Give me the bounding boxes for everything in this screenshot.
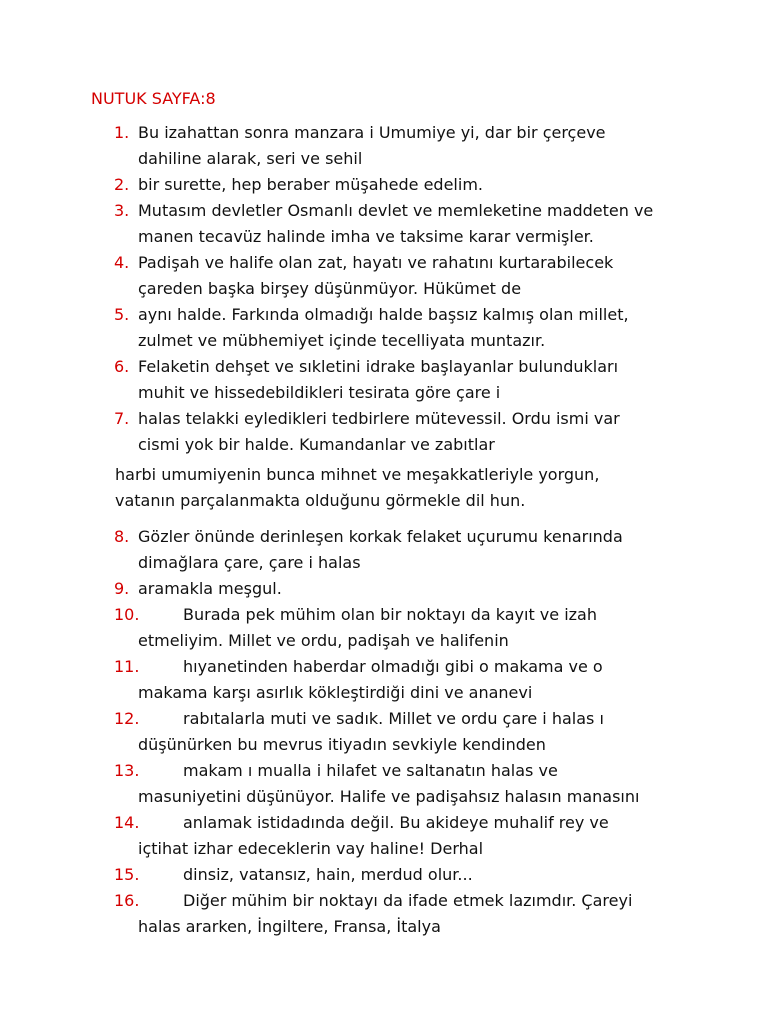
list-item-line: makama karşı asırlık kökleştirdiği dini ve ananevi [138,683,533,702]
list-item-line: Diğer mühim bir noktayı da ifade etmek lazımdır. Çareyi [183,891,633,910]
list-item-line: içtihat izhar edeceklerin vay haline! Derhal [138,839,484,858]
list-item-number: 15. [114,865,140,884]
list-item-line: masuniyetini düşünüyor. Halife ve padişahsız halasın manasını [138,787,640,806]
list-item-number: 4. [114,253,130,272]
list-item [0,354,768,406]
list-item [0,120,768,172]
list-item-line: dimağlara çare, çare i halas [138,553,361,572]
list-item-number: 11. [114,657,140,676]
list-item-line: hıyanetinden haberdar olmadığı gibi o makama ve o [183,657,603,676]
body-paragraph [115,462,705,514]
list-item-line: manen tecavüz halinde imha ve taksime karar vermişler. [138,227,594,246]
list-item [0,302,768,354]
list-item [0,172,768,198]
list-item-number: 12. [114,709,140,728]
list-item [0,602,768,654]
list-item [0,654,768,706]
list-item [0,198,768,250]
numbered-list-first [0,120,768,458]
list-item [0,862,768,888]
list-item [0,810,768,862]
list-item-text [138,302,698,354]
list-item [0,888,768,940]
list-item-line: halas ararken, İngiltere, Fransa, İtalya [138,917,441,936]
list-item-text [138,406,698,458]
list-item-text [138,172,698,198]
list-item-line: makam ı mualla i hilafet ve saltanatın halas ve [183,761,558,780]
list-item-line: rabıtalarla muti ve sadık. Millet ve ordu çare i halas ı [183,709,604,728]
list-item-line: Padişah ve halife olan zat, hayatı ve rahatını kurtarabilecek [138,253,614,272]
list-item-number: 6. [114,357,130,376]
paragraph-line: harbi umumiyenin bunca mihnet ve meşakkatleriyle yorgun, [115,465,600,484]
list-item-text [138,706,698,758]
list-item-line: aynı halde. Farkında olmadığı halde başsız kalmış olan millet, [138,305,629,324]
list-item [0,706,768,758]
list-item-text [138,198,698,250]
list-item-line: Felaketin dehşet ve sıkletini idrake başlayanlar bulundukları [138,357,619,376]
list-item [0,250,768,302]
list-item [0,406,768,458]
list-item [0,758,768,810]
list-item-text [138,758,698,810]
list-item-number: 1. [114,123,130,142]
list-item-line: düşünürken bu mevrus itiyadın sevkiyle kendinden [138,735,546,754]
list-item-text [138,654,698,706]
list-item-text [138,120,698,172]
list-item-number: 16. [114,891,140,910]
list-item-number: 7. [114,409,130,428]
list-item-text [138,524,698,576]
numbered-list-second [0,524,768,940]
list-item-number: 2. [114,175,130,194]
list-item-line: Bu izahattan sonra manzara i Umumiye yi, dar bir çerçeve [138,123,606,142]
list-item-text [138,250,698,302]
list-item-line: Gözler önünde derinleşen korkak felaket uçurumu kenarında [138,527,623,546]
list-item-text [138,602,698,654]
list-item-line: aramakla meşgul. [138,579,282,598]
list-item-line: muhit ve hissedebildikleri tesirata göre çare i [138,383,501,402]
list-item-line: Mutasım devletler Osmanlı devlet ve memleketine maddeten ve [138,201,654,220]
list-item-text [138,862,698,888]
list-item-number: 5. [114,305,130,324]
list-item-number: 13. [114,761,140,780]
list-item-line: anlamak istidadında değil. Bu akideye muhalif rey ve [183,813,609,832]
list-item-line: çareden başka birşey düşünmüyor. Hükümet de [138,279,522,298]
list-item-line: cismi yok bir halde. Kumandanlar ve zabıtlar [138,435,495,454]
list-item-text [138,810,698,862]
list-item-number: 10. [114,605,140,624]
list-item-line: halas telakki eyledikleri tedbirlere mütevessil. Ordu ismi var [138,409,620,428]
list-item-line: Burada pek mühim olan bir noktayı da kayıt ve izah [183,605,597,624]
list-item-line: etmeliyim. Millet ve ordu, padişah ve halifenin [138,631,509,650]
list-item [0,524,768,576]
list-item-text [138,576,698,602]
list-item [0,576,768,602]
list-item-number: 8. [114,527,130,546]
list-item-number: 9. [114,579,130,598]
list-item-line: dinsiz, vatansız, hain, merdud olur... [183,865,473,884]
list-item-text [138,888,698,940]
list-item-line: bir surette, hep beraber müşahede edelim. [138,175,483,194]
list-item-number: 14. [114,813,140,832]
paragraph-line: vatanın parçalanmakta olduğunu görmekle dil hun. [115,491,526,510]
list-item-line: dahiline alarak, seri ve sehil [138,149,363,168]
list-item-number: 3. [114,201,130,220]
list-item-text [138,354,698,406]
page-title: NUTUK SAYFA:8 [91,89,216,108]
list-item-line: zulmet ve mübhemiyet içinde tecelliyata muntazır. [138,331,546,350]
